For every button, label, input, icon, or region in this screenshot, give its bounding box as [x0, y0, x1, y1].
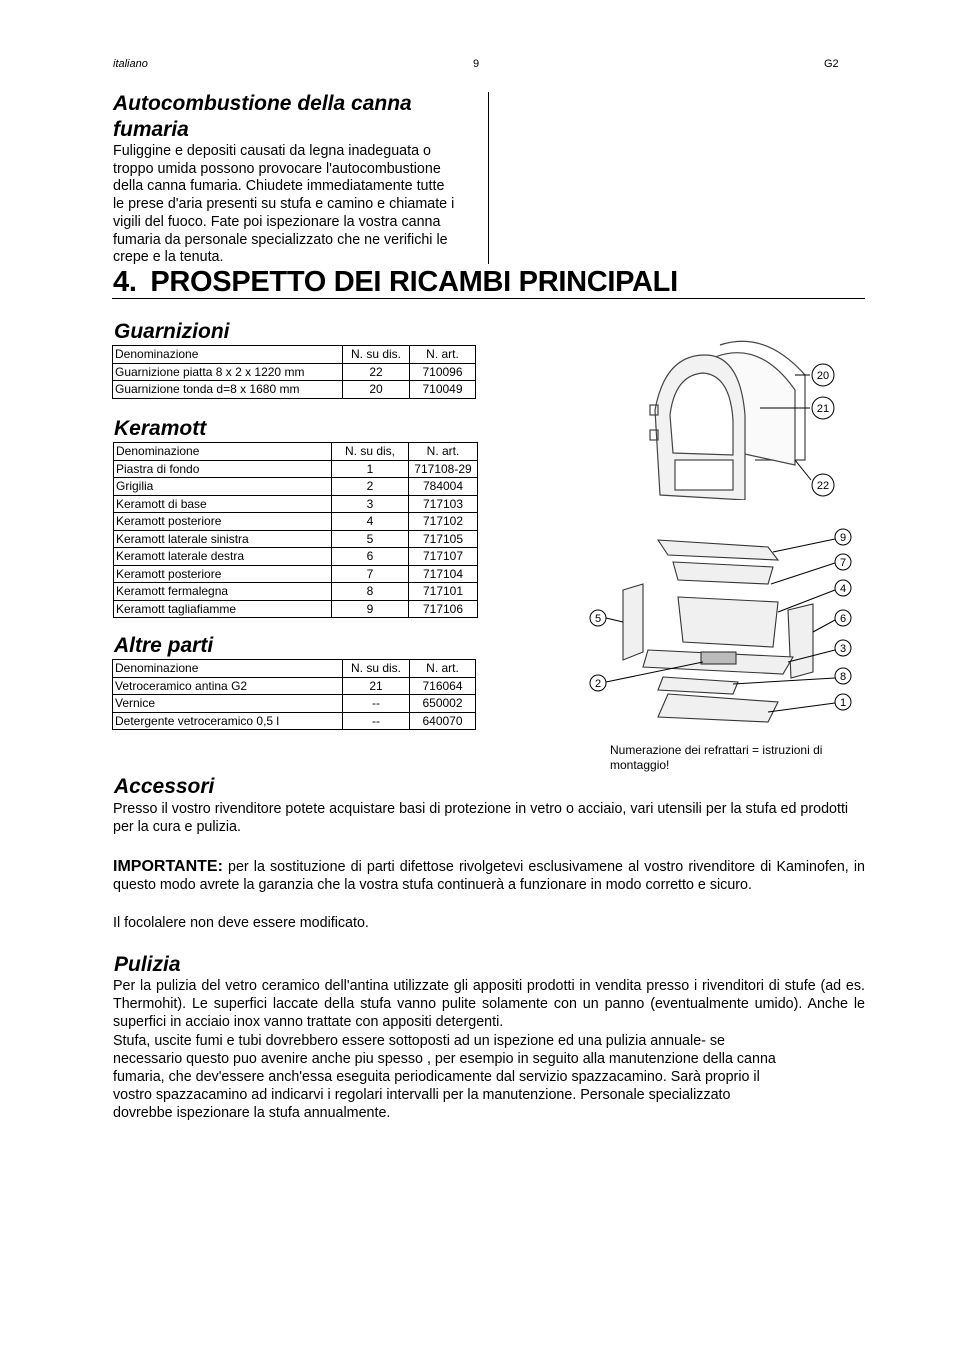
table-row — [114, 565, 478, 583]
guarnizioni-table — [112, 345, 476, 399]
table-cell: 21 — [343, 677, 410, 695]
table-header-cell: N. art. — [410, 660, 476, 678]
table-header-row — [114, 443, 478, 461]
table-cell: 717106 — [409, 600, 478, 618]
part-baffle — [658, 540, 778, 560]
altre-parti-title: Altre parti — [114, 634, 214, 657]
autocombustione-title: Autocombustione della canna fumaria — [113, 92, 412, 141]
section-title: PROSPETTO DEI RICAMBI PRINCIPALI — [150, 266, 678, 298]
table-cell: 20 — [343, 381, 410, 399]
callout-1: 1 — [839, 697, 847, 709]
table-header-cell: Denominazione — [113, 346, 343, 364]
pulizia-justified-text: Per la pulizia del vetro ceramico dell'antina utilizzate gli appositi prodotti in vendita presso i rivenditori di stufe (ad es. Thermohit). Le superfici laccate della stufa vanno pulite solamente con un panno (eventualmente umido). Anche le superfici in acciaio inox vanno trattate con appositi detergenti. — [113, 978, 865, 1030]
table-header-cell: N. su dis. — [343, 346, 410, 364]
keramott-table — [113, 442, 478, 618]
table-row — [113, 677, 476, 695]
table-row — [114, 495, 478, 513]
table-cell: 650002 — [410, 695, 476, 713]
importante-label: IMPORTANTE: — [113, 858, 223, 875]
table-row — [114, 530, 478, 548]
pulizia-line: fumaria, che dev'essere anch'essa eseguita periodicamente dal servizio spazzacamino. Sarà proprio il — [113, 1069, 760, 1085]
callout-7: 7 — [839, 557, 847, 569]
callout-5: 5 — [594, 613, 602, 625]
table-cell: 22 — [343, 363, 410, 381]
accessori-text: Presso il vostro rivenditore potete acquistare basi di protezione in vetro o acciaio, vari utensili per la stufa ed prodotti per la cura e pulizia. — [113, 801, 849, 835]
pulizia-lines — [113, 1032, 865, 1122]
table-cell: 717105 — [409, 530, 478, 548]
callout-20: 20 — [816, 370, 830, 382]
part-right-side — [788, 604, 813, 678]
door-exploded-diagram — [645, 335, 845, 500]
keramott-title: Keramott — [114, 417, 207, 440]
table-cell: Guarnizione tonda d=8 x 1680 mm — [113, 381, 343, 399]
page-number: 9 — [473, 58, 480, 70]
table-header-cell: N. art. — [409, 443, 478, 461]
table-row — [114, 478, 478, 496]
section-number: 4. — [113, 266, 137, 298]
guarnizioni-title: Guarnizioni — [114, 320, 230, 343]
table-cell: 717108-29 — [409, 460, 478, 478]
table-cell: Keramott laterale sinistra — [114, 530, 332, 548]
door-lower-panel — [675, 460, 733, 490]
table-row — [114, 460, 478, 478]
callout-9: 9 — [839, 532, 847, 544]
pulizia-line: vostro spazzacamino ad indicarvi i regolari intervalli per la manutenzione. Personale specializzato — [113, 1087, 731, 1103]
table-cell: 717103 — [409, 495, 478, 513]
table-header-cell: Denominazione — [113, 660, 343, 678]
header-model: G2 — [824, 58, 839, 70]
table-row — [114, 600, 478, 618]
table-row — [114, 548, 478, 566]
importante-note: Il focolalere non deve essere modificato. — [113, 915, 369, 931]
table-cell: Keramott posteriore — [114, 565, 332, 583]
table-cell: Vernice — [113, 695, 343, 713]
table-cell: 8 — [332, 583, 409, 601]
table-cell: 2 — [332, 478, 409, 496]
callout-3: 3 — [839, 643, 847, 655]
caption-line: Numerazione dei refrattari = istruzioni di — [610, 743, 823, 757]
table-cell: Detergente vetroceramico 0,5 l — [113, 712, 343, 730]
table-row — [113, 695, 476, 713]
table-row — [114, 513, 478, 531]
pulizia-line: Stufa, uscite fumi e tubi dovrebbero essere sottoposti ad un ispezione ed una pulizia annuale- se — [113, 1033, 725, 1049]
caption-line: montaggio! — [610, 758, 670, 772]
autocombustione-line: Fuliggine e depositi causati da legna inadeguata o — [113, 143, 431, 159]
autocombustione-line: troppo umida possono provocare l'autocombustione — [113, 160, 441, 177]
table-cell: 717102 — [409, 513, 478, 531]
altre-parti-table — [112, 659, 476, 730]
table-header-cell: Denominazione — [114, 443, 332, 461]
table-cell: 784004 — [409, 478, 478, 496]
callout-6: 6 — [839, 613, 847, 625]
table-header-cell: N. su dis. — [343, 660, 410, 678]
section-underline — [112, 298, 865, 299]
table-cell: 640070 — [410, 712, 476, 730]
table-cell: Guarnizione piatta 8 x 2 x 1220 mm — [113, 363, 343, 381]
autocombustione-line: vigili del fuoco. Fate poi ispezionare la vostra canna — [113, 213, 441, 230]
table-cell: 3 — [332, 495, 409, 513]
table-row — [113, 712, 476, 730]
autocombustione-line: della canna fumaria. Chiudete immediatamente tutte — [113, 178, 445, 195]
table-header-row — [113, 346, 476, 364]
callout-2: 2 — [594, 678, 602, 690]
table-cell: Keramott di base — [114, 495, 332, 513]
table-cell: 717107 — [409, 548, 478, 566]
callout-21: 21 — [816, 403, 830, 415]
autocombustione-line: le prese d'aria presenti su stufa e camino e chiamate i — [113, 196, 455, 213]
part-rear-upper — [673, 562, 773, 584]
table-row — [114, 583, 478, 601]
table-header-row — [113, 660, 476, 678]
table-cell: Vetroceramico antina G2 — [113, 677, 343, 695]
importante-paragraph — [113, 858, 865, 894]
section-heading — [113, 266, 678, 298]
table-header-cell: N. su dis, — [332, 443, 409, 461]
autocombustione-line: fumaria da personale specializzato che ne verifichi le — [113, 231, 448, 248]
table-cell: Keramott fermalegna — [114, 583, 332, 601]
table-cell: Grigilia — [114, 478, 332, 496]
callout-8: 8 — [839, 671, 847, 683]
part-rear — [678, 597, 778, 647]
table-row — [113, 381, 476, 399]
autocombustione-block — [113, 91, 473, 267]
table-header-cell: N. art. — [410, 346, 476, 364]
table-cell: 6 — [332, 548, 409, 566]
table-cell: 717101 — [409, 583, 478, 601]
table-cell: 9 — [332, 600, 409, 618]
part-grate — [701, 652, 736, 664]
table-cell: Piastra di fondo — [114, 460, 332, 478]
table-cell: 716064 — [410, 677, 476, 695]
part-left-side — [623, 584, 643, 660]
door-window — [670, 373, 733, 455]
pulizia-title: Pulizia — [114, 953, 181, 976]
column-divider — [488, 92, 489, 264]
table-cell: 5 — [332, 530, 409, 548]
table-cell: 710096 — [410, 363, 476, 381]
table-cell: 1 — [332, 460, 409, 478]
table-cell: Keramott laterale destra — [114, 548, 332, 566]
table-cell: Keramott tagliafiamme — [114, 600, 332, 618]
figure-caption — [610, 743, 822, 773]
table-cell: 4 — [332, 513, 409, 531]
callout-4: 4 — [839, 583, 847, 595]
autocombustione-line: crepe e la tenuta. — [113, 249, 224, 266]
table-cell: 710049 — [410, 381, 476, 399]
importante-text: per la sostituzione di parti difettose rivolgetevi esclusivamene al vostro rivenditore di Kaminofen, in questo modo avrete la garanzia che la vostra stufa continuerà a funzionare in modo corretto e sicuro. — [113, 859, 865, 893]
table-cell: -- — [343, 695, 410, 713]
header-language: italiano — [113, 58, 148, 70]
part-log-retainer — [658, 677, 738, 694]
accessori-title: Accessori — [114, 775, 215, 798]
table-cell: 7 — [332, 565, 409, 583]
callout-22: 22 — [816, 480, 830, 492]
table-cell: -- — [343, 712, 410, 730]
table-row — [113, 363, 476, 381]
pulizia-line: dovrebbe ispezionare la stufa annualmente. — [113, 1105, 391, 1121]
table-cell: 717104 — [409, 565, 478, 583]
part-bottom-plate — [658, 694, 778, 722]
refractory-exploded-diagram — [583, 522, 868, 730]
pulizia-line: necessario questo puo avenire anche piu spesso , per esempio in seguito alla manutenzione della canna — [113, 1051, 776, 1067]
table-cell: Keramott posteriore — [114, 513, 332, 531]
